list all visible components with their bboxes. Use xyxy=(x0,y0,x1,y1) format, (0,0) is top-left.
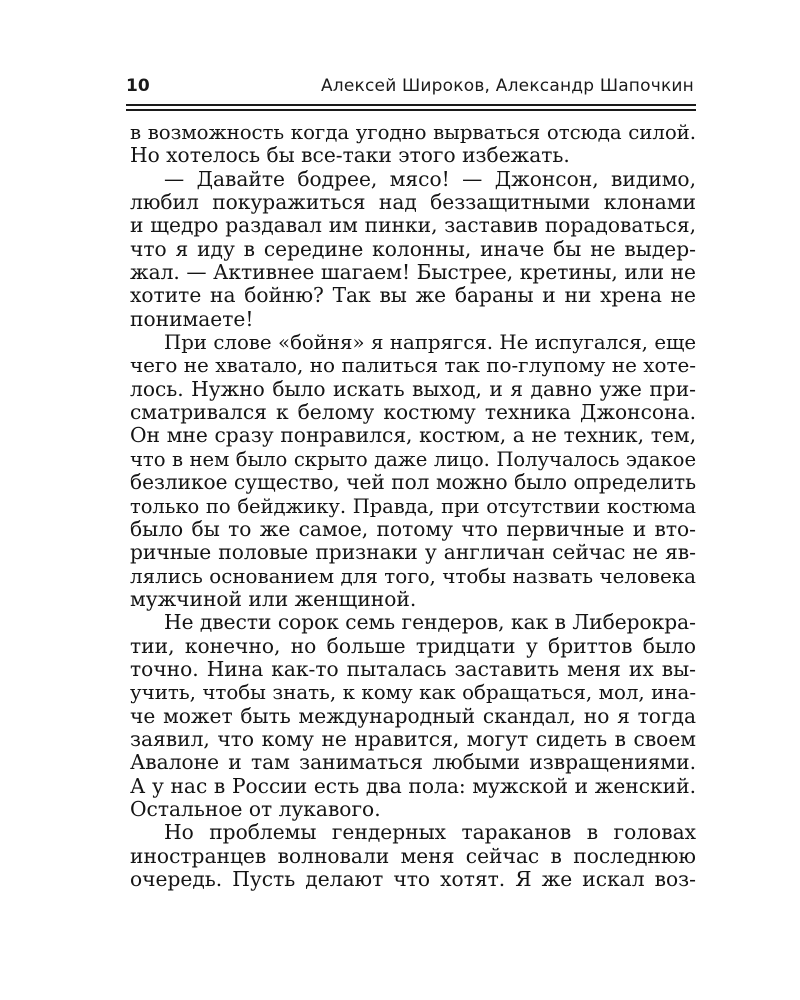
text-line: в возможность когда угодно вырваться отсюда силой. xyxy=(130,121,696,144)
body-text xyxy=(130,121,696,891)
header-rule-bottom xyxy=(126,109,696,111)
text-line: понимаете! xyxy=(130,306,254,331)
text-line: — Давайте бодрее, мясо! — Джонсон, видимо, xyxy=(164,166,696,191)
text-line: было бы то же самое, потому что первичные и вто- xyxy=(130,516,696,541)
text-line: хотите на бойню? Так вы же бараны и ни хрена не xyxy=(130,283,696,308)
text-line: лось. Нужно было искать выход, и я давно уже при- xyxy=(130,376,696,401)
text-line: Но проблемы гендерных тараканов в головах xyxy=(164,820,696,845)
book-authors: Алексей Широков, Александр Шапочкин xyxy=(320,76,694,96)
text-line: лялись основанием для того, чтобы назвать человека xyxy=(130,564,696,588)
text-line: мужчиной или женщиной. xyxy=(130,586,417,611)
text-line: жал. — Активнее шагаем! Быстрее, кретины, или не xyxy=(130,260,696,285)
text-line: и щедро раздавал им пинки, заставив порадоваться, xyxy=(130,213,696,238)
text-line: Авалоне и там заниматься любыми извращениями. xyxy=(130,750,696,775)
text-line: ричные половые признаки у англичан сейчас не яв- xyxy=(130,540,696,565)
text-line: что в нем было скрыто даже лицо. Получалось эдакое xyxy=(130,447,696,471)
text-line: Он мне сразу понравился, костюм, а не техник, тем, xyxy=(130,423,696,448)
text-line: А у нас в России есть два пола: мужской и женский. xyxy=(130,773,696,798)
text-line: Не двести сорок семь гендеров, как в Либерокра- xyxy=(164,610,696,635)
text-line: только по бейджику. Правда, при отсутствии костюма xyxy=(130,494,696,518)
running-head xyxy=(126,74,698,102)
text-line: чего не хватало, но палиться так по-глупому не хоте- xyxy=(130,353,696,378)
text-line: че может быть международный скандал, но я тогда xyxy=(130,703,696,728)
text-line: точно. Нина как-то пыталась заставить меня их вы- xyxy=(130,656,696,681)
text-line: Остальное от лукавого. xyxy=(130,796,381,821)
text-line: учить, чтобы знать, к кому как обращаться, мол, ина- xyxy=(130,681,696,705)
text-line: безликое существо, чей пол можно было определить xyxy=(130,470,696,495)
header-rule-top xyxy=(126,104,696,106)
text-line: сматривался к белому костюму техника Джонсона. xyxy=(130,400,696,425)
text-line: тии, конечно, но больше тридцати у бриттов было xyxy=(130,633,696,658)
text-line: что я иду в середине колонны, иначе бы не выдер- xyxy=(130,236,696,261)
text-line: При слове «бойня» я напрягся. Не испугался, еще xyxy=(164,331,696,355)
page-number: 10 xyxy=(126,76,150,96)
text-line: очередь. Пусть делают что хотят. Я же искал воз- xyxy=(130,867,696,891)
text-line: заявил, что кому не нравится, могут сидеть в своем xyxy=(130,726,696,751)
text-line: Но хотелось бы все-таки этого избежать. xyxy=(130,143,570,168)
text-line: иностранцев волновали меня сейчас в последнюю xyxy=(130,843,696,868)
text-line: любил покуражиться над беззащитными клонами xyxy=(130,190,696,215)
